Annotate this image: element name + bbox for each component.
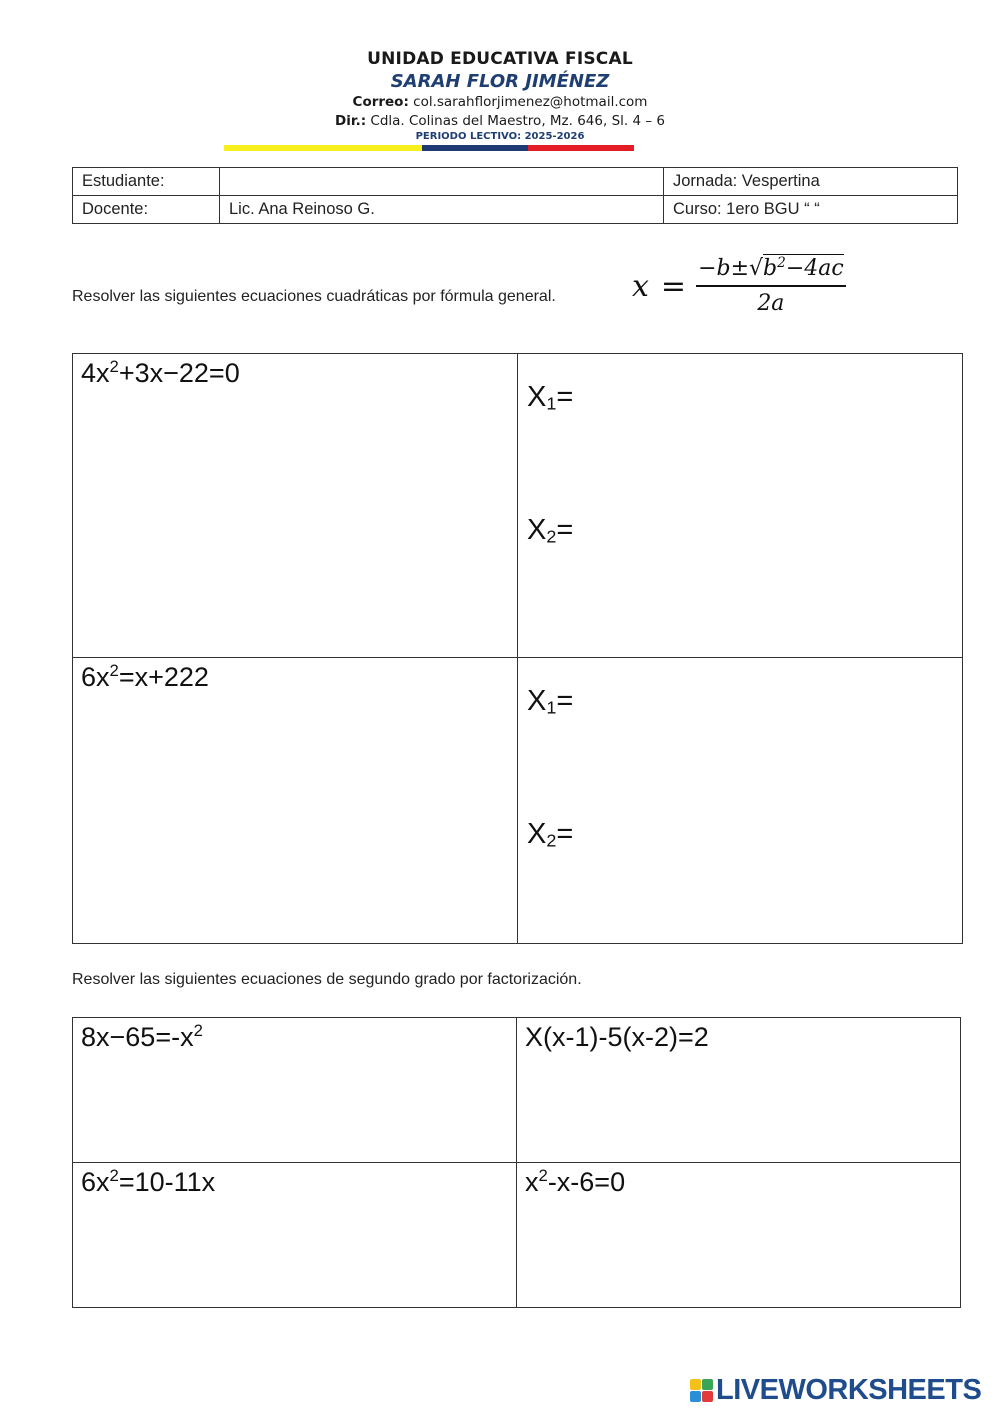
- school-period: PERIODO LECTIVO: 2025-2026: [415, 131, 585, 142]
- x1-subscript: 1: [546, 697, 557, 718]
- equation-1-base: 4x: [81, 358, 110, 388]
- x2-label-1: [527, 514, 573, 547]
- liveworksheets-logo-icon: [690, 1379, 713, 1402]
- address-label: Dir.:: [335, 113, 367, 129]
- radical-sign: √: [749, 256, 764, 281]
- formula-equals: =: [660, 268, 687, 304]
- x2-equals: =: [556, 514, 574, 546]
- address-value: Cdla. Colinas del Maestro, Mz. 646, Sl. 4 – 6: [370, 113, 665, 129]
- x1-letter: X: [527, 685, 547, 717]
- quadratic-formula: [632, 256, 846, 316]
- equation-1-exponent: 2: [109, 356, 119, 376]
- x2-label-2: [527, 818, 573, 851]
- logo-square-1: [690, 1379, 701, 1390]
- radicand-exponent: 2: [777, 254, 786, 271]
- factoring-equation-4: [525, 1167, 625, 1198]
- equation-2-base: 6x: [81, 662, 110, 692]
- school-name: UNIDAD EDUCATIVA FISCAL: [367, 49, 633, 69]
- problem-row-1: [73, 354, 963, 658]
- factoring-eq-1-exponent: 2: [193, 1020, 203, 1040]
- formula-denominator: 2a: [757, 291, 785, 316]
- x1-equals: =: [556, 685, 574, 717]
- factoring-eq-2-pre: X(x-1)-5(x-2)=2: [525, 1022, 709, 1052]
- teacher-name: Lic. Ana Reinoso G.: [220, 196, 664, 224]
- x2-letter: X: [527, 514, 547, 546]
- liveworksheets-brand: LIVEWORKSHEETS: [716, 1374, 982, 1406]
- flag-red-segment: [528, 145, 634, 151]
- factoring-eq-1-pre: 8x−65=-x: [81, 1022, 194, 1052]
- x2-subscript: 2: [546, 526, 557, 547]
- logo-square-3: [690, 1391, 701, 1402]
- logo-square-2: [702, 1379, 713, 1390]
- problem-cell-1[interactable]: [73, 354, 518, 658]
- liveworksheets-logo[interactable]: [690, 1374, 981, 1407]
- address-line: [0, 113, 1000, 129]
- student-row: [73, 168, 958, 196]
- equation-1-rest: +3x−22=0: [118, 358, 240, 388]
- x1-label-2: [527, 685, 573, 718]
- student-label: Estudiante:: [73, 168, 220, 196]
- problem-row-2: [73, 658, 963, 944]
- factoring-cell-4[interactable]: [517, 1163, 961, 1308]
- student-name-field[interactable]: [220, 168, 664, 196]
- x2-letter: X: [527, 818, 547, 850]
- x1-letter: X: [527, 381, 547, 413]
- x1-subscript: 1: [546, 393, 557, 414]
- section1-instruction: Resolver las siguientes ecuaciones cuadráticas por fórmula general.: [72, 288, 556, 305]
- x1-label-1: [527, 381, 573, 414]
- teacher-row: [73, 196, 958, 224]
- problem-cell-2[interactable]: [73, 658, 518, 944]
- factoring-equation-1: [81, 1022, 203, 1053]
- x1-equals: =: [556, 381, 574, 413]
- section2-instruction: Resolver las siguientes ecuaciones de segundo grado por factorización.: [72, 971, 582, 988]
- answer-cell-2[interactable]: [518, 658, 963, 944]
- radicand-b: b: [763, 256, 778, 281]
- factoring-row-2: [73, 1163, 961, 1308]
- formula-numerator: [696, 256, 846, 287]
- factoring-eq-4-exponent: 2: [538, 1165, 548, 1185]
- factoring-eq-3-pre: 6x: [81, 1167, 110, 1197]
- student-info-table: [72, 167, 958, 224]
- factoring-equation-2: [525, 1022, 709, 1053]
- course-label: Curso: 1ero BGU “ “: [664, 196, 958, 224]
- formula-lhs: x: [632, 268, 649, 304]
- factoring-eq-3-post: =10-11x: [118, 1167, 216, 1197]
- factoring-cell-2[interactable]: [517, 1018, 961, 1163]
- factoring-eq-4-post: -x-6=0: [547, 1167, 626, 1197]
- x2-subscript: 2: [546, 830, 557, 851]
- shift-label: Jornada: Vespertina: [664, 168, 958, 196]
- flag-stripe: [224, 145, 634, 151]
- factoring-problems-table: [72, 1017, 961, 1308]
- flag-yellow-segment: [224, 145, 422, 151]
- formula-radicand: [763, 254, 844, 281]
- flag-blue-segment: [422, 145, 528, 151]
- email-address: col.sarahflorjimenez@hotmail.com: [413, 94, 648, 110]
- factoring-cell-3[interactable]: [73, 1163, 517, 1308]
- answer-cell-1[interactable]: [518, 354, 963, 658]
- logo-square-4: [702, 1391, 713, 1402]
- radicand-rest: −4ac: [785, 256, 844, 281]
- formula-problems-table: [72, 353, 963, 944]
- equation-2: [81, 662, 209, 693]
- formula-fraction: [696, 256, 846, 316]
- factoring-cell-1[interactable]: [73, 1018, 517, 1163]
- equation-2-rest: =x+222: [118, 662, 209, 692]
- factoring-eq-4-pre: x: [525, 1167, 539, 1197]
- teacher-label: Docente:: [73, 196, 220, 224]
- school-subtitle: SARAH FLOR JIMÉNEZ: [390, 71, 610, 92]
- email-label: Correo:: [352, 94, 409, 110]
- factoring-eq-3-exponent: 2: [109, 1165, 119, 1185]
- x2-equals: =: [556, 818, 574, 850]
- formula-numerator-prefix: −b±: [698, 256, 750, 281]
- equation-2-exponent: 2: [109, 660, 119, 680]
- factoring-row-1: [73, 1018, 961, 1163]
- factoring-equation-3: [81, 1167, 215, 1198]
- email-line: [0, 94, 1000, 110]
- equation-1: [81, 358, 240, 389]
